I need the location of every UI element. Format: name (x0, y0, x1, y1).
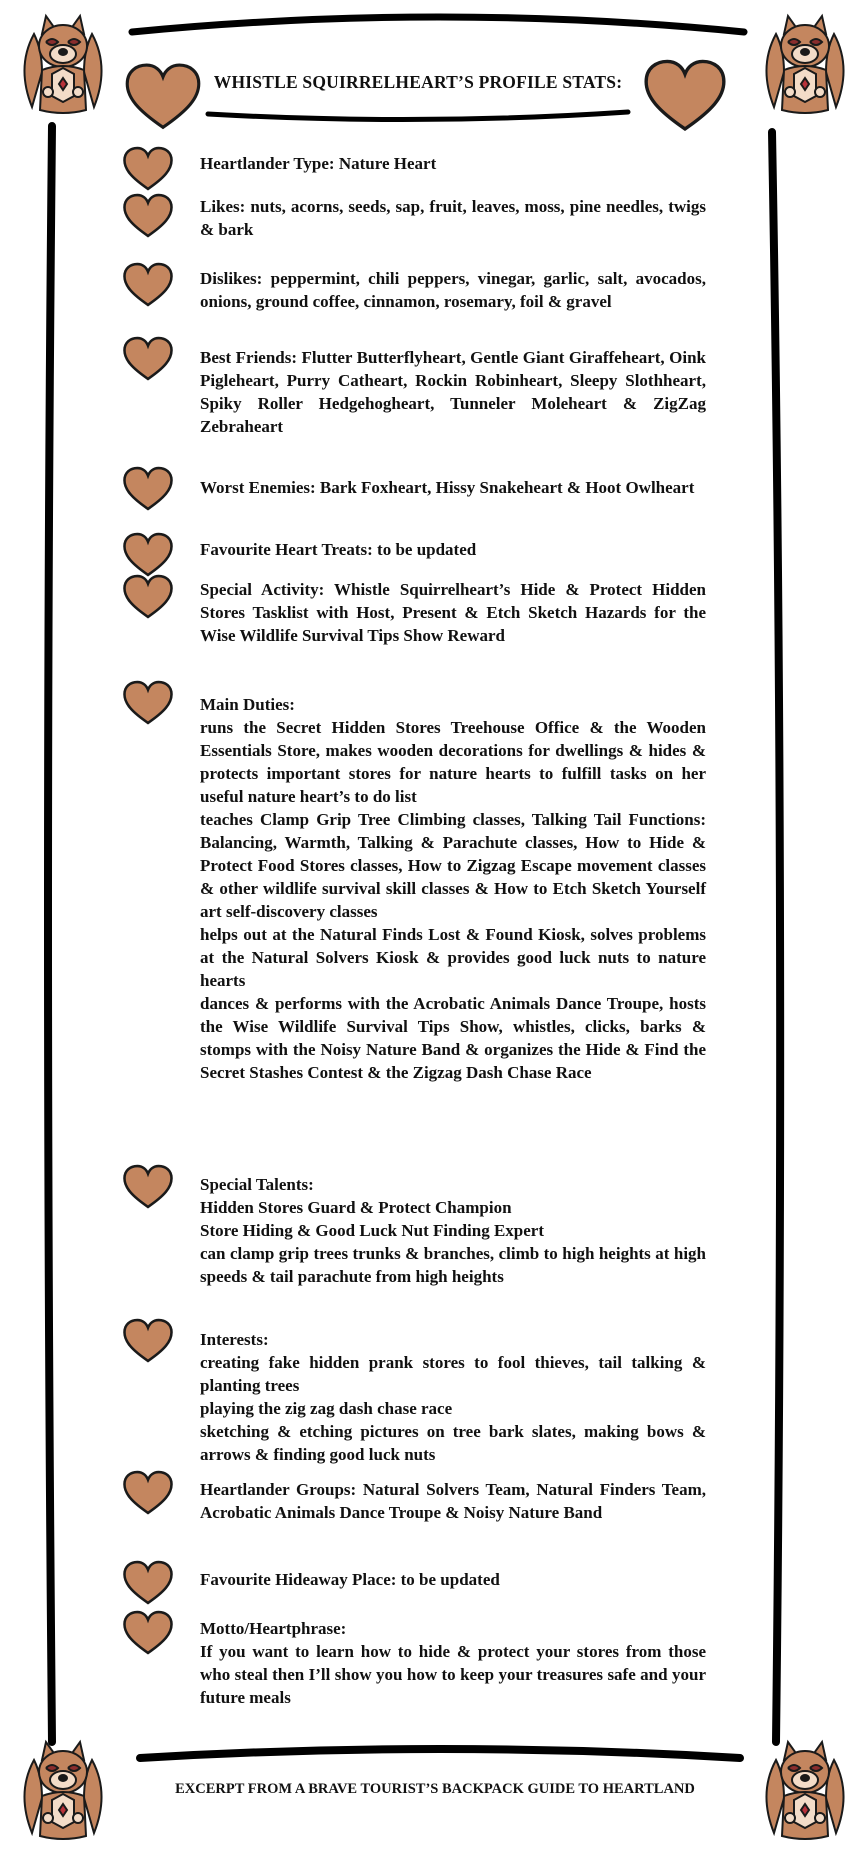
squirrel-mascot-icon (762, 1738, 848, 1848)
stat-line: Heartlander Groups: Natural Solvers Team, Natural Finders Team, Acrobatic Animals Dance Troupe & Noisy Nature Band (200, 1480, 706, 1522)
stat-line: Dislikes: peppermint, chili peppers, vinegar, garlic, salt, avocados, onions, ground coffee, cinnamon, rosemary, foil & gravel (200, 269, 706, 311)
profile-stat-text (200, 1478, 706, 1524)
profile-stat-text (200, 195, 706, 241)
heart-icon (120, 532, 176, 578)
stat-line: sketching & etching pictures on tree bark slates, making bows & arrows & finding good luck nuts (200, 1422, 706, 1464)
stat-line: creating fake hidden prank stores to fool thieves, tail talking & planting trees (200, 1353, 706, 1395)
heart-icon (120, 1470, 176, 1516)
profile-stat-text (200, 693, 706, 1084)
stat-line: Favourite Hideaway Place: to be updated (200, 1570, 500, 1589)
stat-line: Worst Enemies: Bark Foxheart, Hissy Snakeheart & Hoot Owlheart (200, 478, 695, 497)
heart-icon (120, 466, 176, 512)
profile-stat-text (200, 1328, 706, 1466)
profile-stat-text (200, 267, 706, 313)
squirrel-mascot-icon (20, 12, 106, 122)
stat-line: Motto/Heartphrase: (200, 1619, 347, 1638)
profile-stat-text (200, 538, 706, 561)
stat-line: If you want to learn how to hide & protect your stores from those who steal then I’ll show you how to keep your treasures safe and your future meals (200, 1642, 706, 1707)
heart-icon (120, 1610, 176, 1656)
stat-line: Favourite Heart Treats: to be updated (200, 540, 477, 559)
stat-line: Special Activity: Whistle Squirrelheart’s Hide & Protect Hidden Stores Tasklist with Host, Present & Etch Sketch Hazards for the Wise Wildlife Survival Tips Show Reward (200, 580, 706, 645)
stat-line: can clamp grip trees trunks & branches, climb to high heights at high speeds & tail parachute from high heights (200, 1244, 706, 1286)
heart-icon (120, 1318, 176, 1364)
profile-stat-text (200, 346, 706, 438)
heart-icon (120, 574, 176, 620)
profile-stat-text (200, 476, 706, 499)
stat-line: Heartlander Type: Nature Heart (200, 154, 437, 173)
stat-line: teaches Clamp Grip Tree Climbing classes, Talking Tail Functions: Balancing, Warmth, Talking & Parachute classes, How to Hide & Protect Food Stores classes, How to Zigzag Escape movement classes & other wildlife survival skill classes & How to Etch Sketch Yourself art self-discovery classes (200, 810, 706, 921)
stat-line: Interests: (200, 1330, 269, 1349)
heart-icon (120, 193, 176, 239)
heart-icon (120, 1164, 176, 1210)
squirrel-mascot-icon (762, 12, 848, 122)
stat-line: Hidden Stores Guard & Protect Champion (200, 1198, 512, 1217)
stat-line: Special Talents: (200, 1175, 314, 1194)
heart-icon (120, 262, 176, 308)
heart-icon (122, 62, 204, 132)
profile-stat-text (200, 1173, 706, 1288)
stat-line: helps out at the Natural Finds Lost & Found Kiosk, solves problems at the Natural Solvers Kiosk & provides good luck nuts to nature hearts (200, 925, 706, 990)
heart-icon (120, 680, 176, 726)
stat-line: Likes: nuts, acorns, seeds, sap, fruit, leaves, moss, pine needles, twigs & bark (200, 197, 706, 239)
heart-icon (120, 1560, 176, 1606)
footer-caption: EXCERPT FROM A BRAVE TOURIST’S BACKPACK GUIDE TO HEARTLAND (175, 1781, 695, 1797)
profile-stat-text (200, 1617, 706, 1709)
stat-line: Store Hiding & Good Luck Nut Finding Expert (200, 1221, 544, 1240)
profile-stat-text (200, 152, 706, 175)
page-title: WHISTLE SQUIRRELHEART’S PROFILE STATS: (213, 72, 623, 92)
squirrel-mascot-icon (20, 1738, 106, 1848)
stat-line: Best Friends: Flutter Butterflyheart, Gentle Giant Giraffeheart, Oink Pigleheart, Purry Catheart, Rockin Robinheart, Sleepy Slothheart, Spiky Roller Hedgehogheart, Tunneler Moleheart & ZigZag Zebraheart (200, 348, 706, 436)
stat-line: Main Duties: (200, 695, 295, 714)
heart-icon (640, 58, 730, 134)
profile-stat-text (200, 578, 706, 647)
heart-icon (120, 336, 176, 382)
profile-stat-text (200, 1568, 706, 1591)
stat-line: runs the Secret Hidden Stores Treehouse Office & the Wooden Essentials Store, makes wooden decorations for dwellings & hides & protects important stores for nature hearts to fulfill tasks on her useful nature heart’s to do list (200, 718, 706, 806)
heart-icon (120, 146, 176, 192)
stat-line: playing the zig zag dash chase race (200, 1399, 453, 1418)
stat-line: dances & performs with the Acrobatic Animals Dance Troupe, hosts the Wise Wildlife Survival Tips Show, whistles, clicks, barks & stomps with the Noisy Nature Band & organizes the Hide & Find the Secret Stashes Contest & the Zigzag Dash Chase Race (200, 994, 706, 1082)
